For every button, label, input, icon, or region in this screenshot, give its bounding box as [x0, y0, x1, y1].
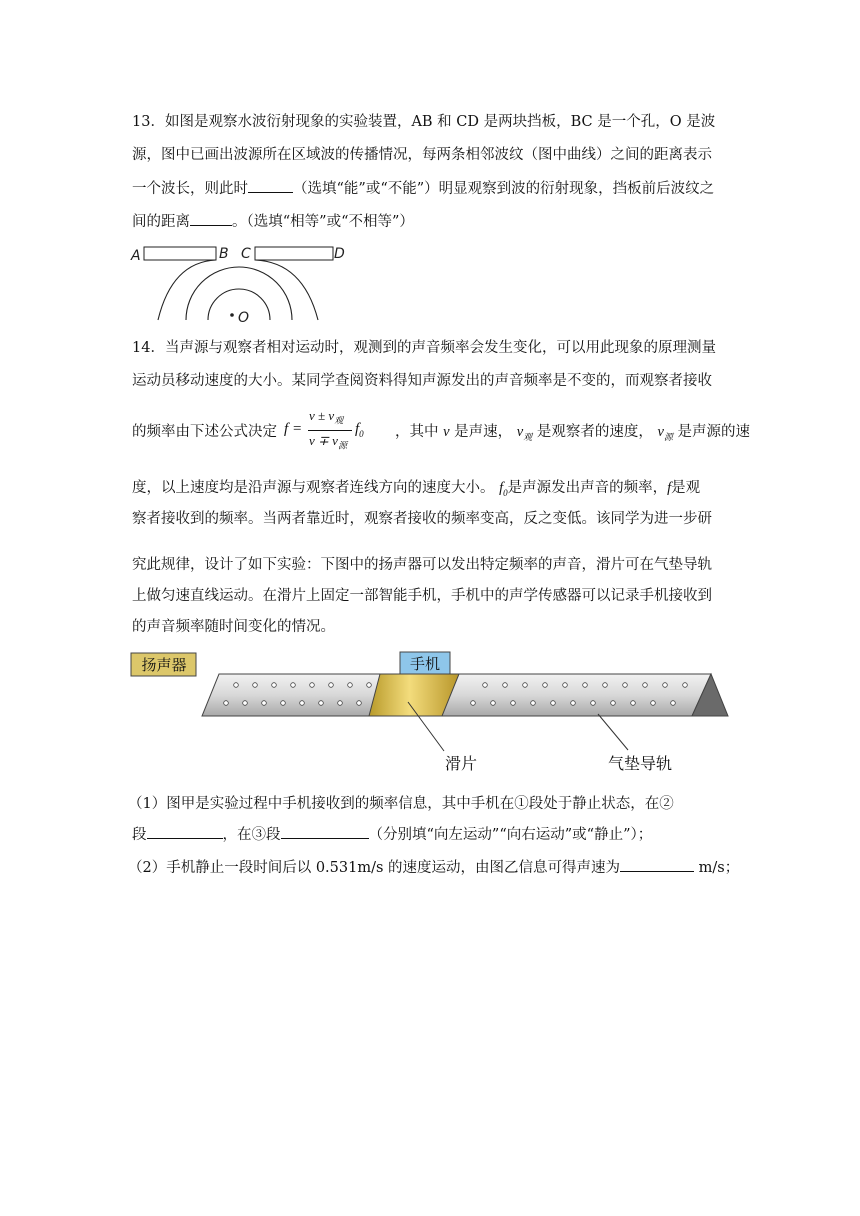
wave-front-outer-right: [255, 260, 318, 320]
label-c: C: [241, 246, 251, 262]
label-d: D: [334, 246, 345, 262]
air-track-figure: [128, 648, 738, 776]
q14-part-1-line-2-start: 段: [132, 827, 147, 843]
q13-answer-blank-1[interactable]: [248, 178, 293, 193]
q14-answer-blank-segment-2[interactable]: [147, 824, 223, 839]
q13-line-2: 源，图中已画出波源所在区域波的传播情况，每两条相邻波纹（图中曲线）之间的距离表示: [132, 147, 712, 163]
symbol-f0: $f_0$: [499, 480, 508, 498]
q13-line-1: 13．如图是观察水波衍射现象的实验装置，AB 和 CD 是两块挡板，BC 是一个孔，O 是波: [132, 114, 716, 130]
q14-line-8: 的声音频率随时间变化的情况。: [132, 619, 335, 635]
symbol-v-observer: $v_观$: [516, 424, 533, 442]
q14-line-4-start: 度，以上速度均是沿声源与观察者连线方向的速度大小。: [132, 480, 495, 496]
q14-part-1-line-2-end: （分别填“向左运动”“向右运动”或“静止”）；: [368, 827, 653, 843]
q14-line-3-part-b: ，其中: [395, 424, 439, 440]
q13-line-4-start: 间的距离: [132, 214, 190, 230]
q14-line-4-middle: 是声源发出声音的频率，: [507, 480, 668, 496]
label-a: A: [131, 248, 141, 264]
track-label: 气垫导轨: [607, 754, 673, 773]
formula-equals: =: [293, 421, 302, 437]
q14-part-1-line-2: [132, 824, 652, 845]
q13-line-3-end: （选填“能”或“不能”）明显观察到波的衍射现象，挡板前后波纹之: [293, 181, 715, 197]
q14-part-2-start: （2）手机静止一段时间后以 0.531m/s 的速度运动，由图乙信息可得声速为: [128, 860, 621, 876]
q14-line-3-part-c: 是声速，: [454, 424, 513, 440]
wave-source-dot: [230, 313, 234, 317]
track-callout-line: [598, 714, 628, 750]
formula-f: f: [284, 421, 289, 437]
symbol-v-source: $v_源$: [657, 424, 673, 442]
q14-line-3-start: 的频率由下述公式决定: [132, 424, 277, 440]
q13-line-4: [132, 211, 414, 232]
q13-answer-blank-2[interactable]: [190, 211, 232, 226]
formula-numerator: $v \pm v_观$: [309, 408, 344, 426]
q14-answer-blank-sound-speed[interactable]: [620, 857, 694, 872]
formula-fraction-bar: [308, 430, 352, 431]
phone-label: 手机: [409, 655, 441, 673]
q14-line-6: 究此规律，设计了如下实验：下图中的扬声器可以发出特定频率的声音，滑片可在气垫导轨: [132, 557, 712, 573]
q14-line-5: 察者接收到的频率。当两者靠近时，观察者接收的频率变高，反之变低。该同学为进一步研: [132, 511, 712, 527]
slider-label: 滑片: [444, 754, 478, 773]
q14-line-1: 14．当声源与观察者相对运动时，观测到的声音频率会发生变化，可以用此现象的原理测量: [132, 340, 716, 356]
symbol-f: f: [667, 480, 672, 496]
q14-line-4: [132, 478, 700, 503]
speaker-label: 扬声器: [141, 656, 187, 674]
q14-answer-blank-segment-3[interactable]: [281, 824, 369, 839]
formula-f0: $f_0$: [355, 421, 364, 439]
q14-part-2-end: m/s；: [694, 860, 740, 876]
barrier-cd: [255, 247, 333, 260]
q13-line-4-end: 。（选填“相等”或“不相等”）: [232, 214, 414, 230]
symbol-v: v: [443, 424, 450, 440]
q14-part-1-line-1: （1）图甲是实验过程中手机接收到的频率信息，其中手机在①段处于静止状态，在②: [128, 796, 674, 812]
q14-line-4-end: 是观: [671, 480, 701, 496]
q13-wave-diffraction-figure: [128, 240, 358, 330]
doppler-formula: [284, 406, 400, 456]
q14-line-7: 上做匀速直线运动。在滑片上固定一部智能手机，手机中的声学传感器可以记录手机接收到: [132, 588, 712, 604]
q14-line-2: 运动员移动速度的大小。某同学查阅资料得知声源发出的声音频率是不变的，而观察者接收: [132, 373, 712, 389]
q14-part-2-line: [128, 857, 739, 878]
label-b: B: [219, 246, 229, 262]
label-o: O: [238, 310, 250, 326]
q13-line-3: [132, 178, 714, 199]
q14-line-3-part-e: 是声源的速: [677, 424, 750, 440]
formula-denominator: $v \mp v_源$: [309, 433, 347, 451]
barrier-ab: [144, 247, 216, 260]
q13-line-3-start: 一个波长，则此时: [132, 181, 248, 197]
q14-line-3-part-d: 是观察者的速度，: [536, 424, 653, 440]
q14-part-1-line-2-middle: ，在③段: [222, 827, 281, 843]
q14-line-3: [132, 422, 750, 447]
